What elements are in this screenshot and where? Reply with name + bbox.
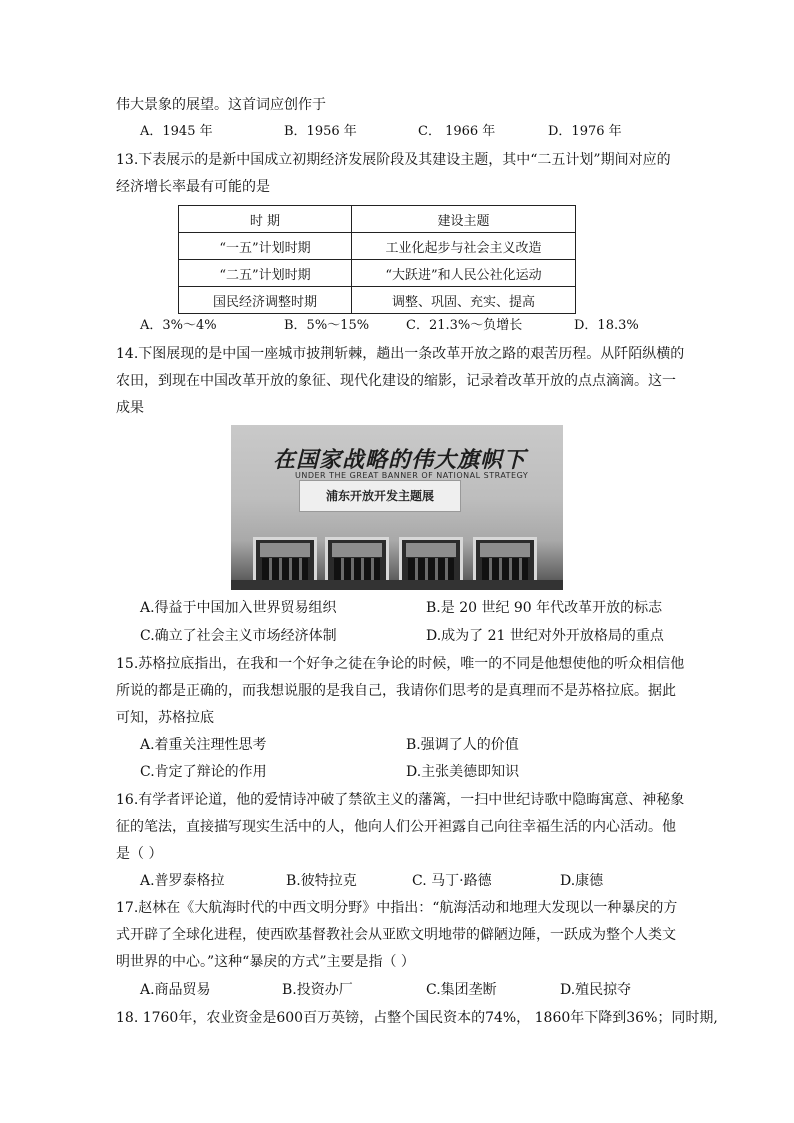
q16-option-b: B.彼特拉克	[286, 873, 357, 889]
table-header-theme: 建设主题	[352, 206, 576, 233]
q12-option-c: C． 1966 年	[418, 124, 496, 139]
q17-option-a: A.商品贸易	[140, 982, 211, 998]
q17-stem-line3: 明世界的中心。”这种“暴戾的方式”主要是指（ ）	[116, 954, 415, 970]
q14-stem-line2: 农田，到现在中国改革开放的象征、现代化建设的缩影，记录着改革开放的点点滴滴。这一	[116, 373, 676, 389]
q16-option-c: C. 马丁·路德	[412, 873, 492, 889]
q16-option-d: D.康德	[560, 873, 604, 889]
table-cell: 国民经济调整时期	[179, 287, 352, 314]
q16-stem-line3: 是（ ）	[116, 846, 163, 862]
q14-option-a: A.得益于中国加入世界贸易组织	[140, 600, 337, 616]
photo-banner-chinese: 在国家战略的伟大旗帜下	[273, 447, 527, 473]
q14-option-b: B.是 20 世纪 90 年代改革开放的标志	[426, 600, 663, 616]
table-cell: “二五”计划时期	[179, 260, 352, 287]
q13-option-c: C．21.3%～负增长	[406, 318, 523, 333]
q15-option-d: D.主张美德即知识	[406, 764, 520, 780]
q13-stem-line1: 13.下表展示的是新中国成立初期经济发展阶段及其建设主题，其中“二五计划”期间对应的	[116, 152, 671, 168]
q17-stem-line1: 17.赵林在《大航海时代的中西文明分野》中指出：“航海活动和地理大发现以一种暴戾的方	[116, 900, 678, 916]
q18-stem-line1: 18. 1760年，农业资金是600百万英镑，占整个国民资本的74%， 1860年下降到36%；同时期,	[116, 1010, 718, 1026]
table-header-period: 时 期	[179, 206, 352, 233]
q15-stem-line1: 15.苏格拉底指出，在我和一个好争之徒在争论的时候，唯一的不同是他想使他的听众相信他	[116, 656, 685, 672]
q16-stem-line1: 16.有学者评论道，他的爱情诗冲破了禁欲主义的藩篱，一扫中世纪诗歌中隐晦寓意、神秘象	[116, 792, 685, 808]
q15-stem-line2: 所说的都是正确的，而我想说服的是我自己，我请你们思考的是真理而不是苏格拉底。据此	[116, 683, 676, 699]
q12-option-b: B．1956 年	[284, 124, 357, 139]
q13-option-a: A．3%～4%	[140, 318, 217, 333]
q12-stem-tail: 伟大景象的展望。这首词应创作于	[116, 97, 326, 113]
table-row	[179, 260, 576, 287]
q15-option-c: C.肯定了辩论的作用	[140, 764, 267, 780]
q14-stem-line3: 成果	[116, 400, 144, 416]
exhibition-photo	[231, 425, 563, 590]
q13-option-d: D．18.3%	[574, 318, 639, 333]
q13-table	[178, 205, 576, 314]
q17-stem-line2: 式开辟了全球化进程，使西欧基督教社会从亚欧文明地带的僻陋边陲，一跃成为整个人类文	[116, 927, 676, 943]
q12-option-a: A．1945 年	[140, 124, 213, 139]
q14-stem-line1: 14.下图展现的是中国一座城市披荆斩棘，趟出一条改革开放之路的艰苦历程。从阡陌纵横的	[116, 346, 685, 362]
q12-option-d: D．1976 年	[548, 124, 622, 139]
q15-stem-line3: 可知，苏格拉底	[116, 710, 214, 726]
table-cell: “一五”计划时期	[179, 233, 352, 260]
photo-plaque: 浦东开放开发主题展	[299, 480, 461, 512]
table-cell: 调整、巩固、充实、提高	[352, 287, 576, 314]
q16-stem-line2: 征的笔法，直接描写现实生活中的人，他向人们公开袒露自己向往幸福生活的内心活动。他	[116, 819, 676, 835]
table-cell: “大跃进”和人民公社化运动	[352, 260, 576, 287]
q14-option-c: C.确立了社会主义市场经济体制	[140, 628, 337, 644]
q13-option-b: B．5%～15%	[284, 318, 370, 333]
table-cell: 工业化起步与社会主义改造	[352, 233, 576, 260]
photo-floor	[231, 580, 563, 590]
q15-option-a: A.着重关注理性思考	[140, 737, 267, 753]
q15-option-b: B.强调了人的价值	[406, 737, 519, 753]
q14-option-d: D.成为了 21 世纪对外开放格局的重点	[426, 628, 664, 644]
q17-option-c: C.集团垄断	[426, 982, 497, 998]
q17-option-d: D.殖民掠夺	[560, 982, 632, 998]
table-row	[179, 287, 576, 314]
q16-option-a: A.普罗泰格拉	[140, 873, 225, 889]
table-row	[179, 233, 576, 260]
q17-option-b: B.投资办厂	[282, 982, 353, 998]
table-header-row	[179, 206, 576, 233]
q13-stem-line2: 经济增长率最有可能的是	[116, 179, 270, 195]
photo-banner-english: UNDER THE GREAT BANNER OF NATIONAL STRATEGY	[295, 471, 529, 480]
